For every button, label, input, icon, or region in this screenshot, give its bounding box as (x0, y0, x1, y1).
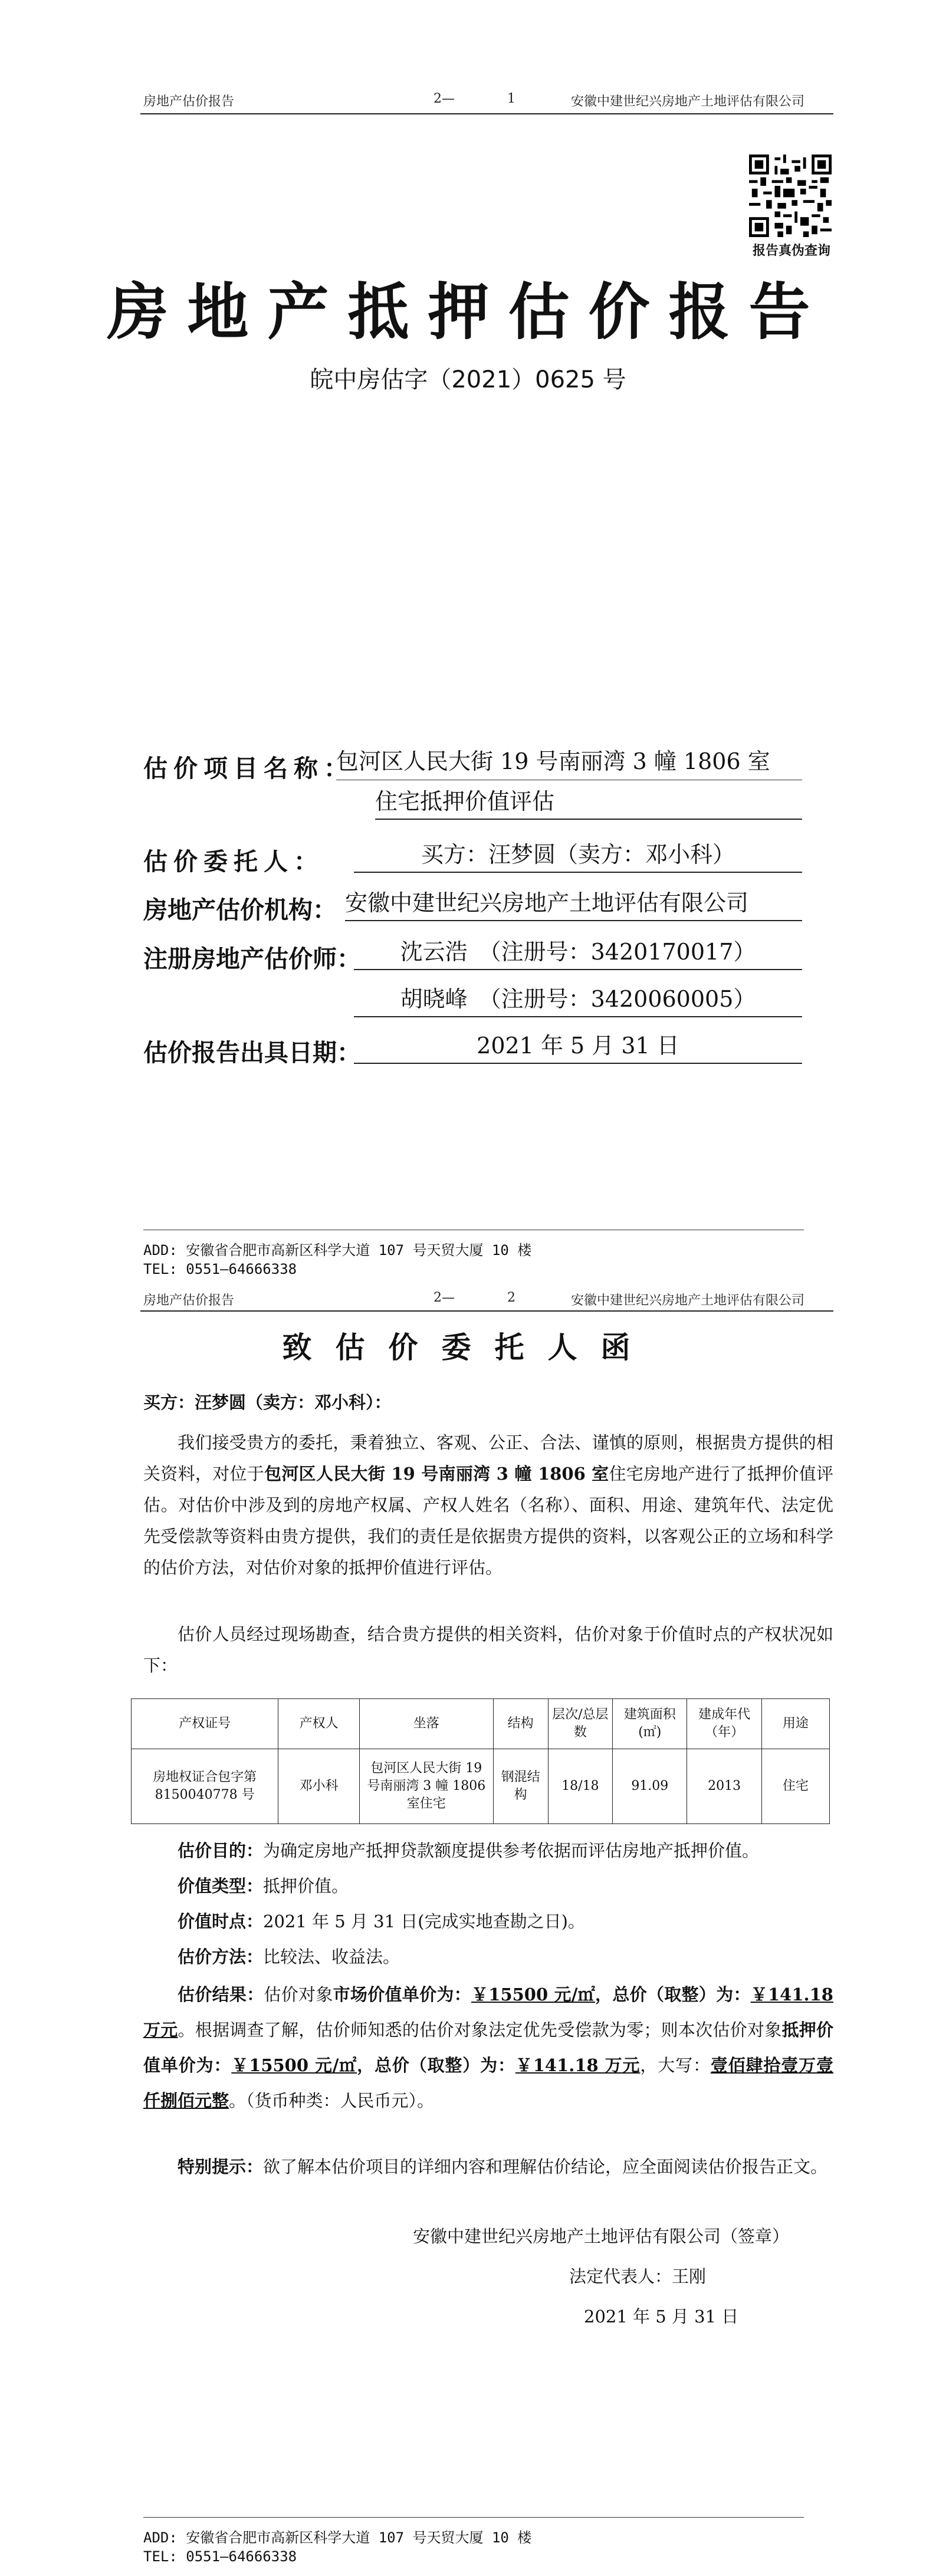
special-note-label: 特别提示： (178, 2157, 264, 2177)
result-text: 。（货币种类：人民币元）。 (229, 2091, 435, 2111)
agency-value: 安徽中建世纪兴房地产土地评估有限公司 (345, 886, 802, 921)
table-header: 坐落 (359, 1699, 493, 1749)
table-cell: 房地权证合包字第 8150040778 号 (132, 1749, 278, 1824)
issue-date-value: 2021 年 5 月 31 日 (354, 1029, 802, 1064)
page2-header-rule (140, 1310, 833, 1312)
value-type-label: 价值类型： (178, 1876, 264, 1896)
intro-paragraph (143, 1427, 833, 1583)
client-value: 买方：汪梦圆（卖方：邓小科） (354, 837, 802, 873)
result-text: 抵押价值单价为： (143, 2020, 833, 2075)
agency-label: 房地产估价机构： (143, 896, 337, 924)
amount-in-words: 壹佰肆拾壹万壹仟捌佰元整 (143, 2055, 833, 2111)
signature-date: 2021 年 5 月 31 日 (584, 2306, 739, 2327)
project-name-label: 估价项目名称： (143, 754, 354, 783)
method-text: 比较法、收益法。 (263, 1947, 400, 1967)
special-note (143, 2151, 833, 2183)
result-paragraph (143, 1977, 833, 2118)
page2-footer-rule (143, 2517, 804, 2518)
report-number: 皖中房估字（2021）0625 号 (310, 366, 626, 393)
page1-header-left: 房地产估价报告 (143, 94, 235, 109)
project-name-line1: 包河区人民大街 19 号南丽湾 3 幢 1806 室 (336, 748, 770, 774)
salutation: 买方：汪梦圆（卖方：邓小科）： (143, 1392, 392, 1412)
table-cell: 2013 (687, 1749, 761, 1824)
table-header: 建成年代（年） (687, 1699, 761, 1749)
table-header-row (132, 1699, 830, 1749)
table-header: 层次/总层数 (548, 1699, 613, 1749)
result-label: 估价结果： (178, 1984, 264, 2005)
project-name-line2: 住宅抵押价值评估 (375, 784, 802, 820)
table-cell: 18/18 (548, 1749, 613, 1824)
table-row (132, 1749, 830, 1824)
special-note-text: 欲了解本估价项目的详细内容和理解估价结论，应全面阅读估价报告正文。 (263, 2157, 828, 2177)
result-text: ，大写： (640, 2055, 711, 2075)
table-header: 用途 (761, 1699, 829, 1749)
qr-code-icon[interactable] (749, 155, 832, 237)
report-title: 房地产抵押估价报告 (107, 276, 829, 348)
appraiser-2: 胡晓峰 （注册号：3420060005） (354, 982, 802, 1017)
page2-footer-tel: TEL: 0551—64666338 (143, 2548, 297, 2565)
letter-title: 致估价委托人函 (282, 1330, 654, 1365)
status-paragraph: 估价人员经过现场勘查，结合贵方提供的相关资料，估价对象于价值时点的产权状况如下： (143, 1624, 833, 1675)
market-unit-price: ￥15500 元/㎡ (471, 1984, 596, 2005)
property-table (131, 1698, 830, 1824)
issue-date-label: 估价报告出具日期： (143, 1039, 361, 1067)
appraiser-label: 注册房地产估价师： (143, 945, 361, 973)
result-text: ，总价（取整）为： (357, 2055, 515, 2075)
purpose-text: 为确定房地产抵押贷款额度提供参考依据而评估房地产抵押价值。 (263, 1841, 760, 1861)
value-type-line (143, 1871, 833, 1902)
company-signature: 安徽中建世纪兴房地产土地评估有限公司（签章） (413, 2226, 790, 2246)
purpose-line (143, 1835, 833, 1867)
page1-footer-tel: TEL: 0551—64666338 (143, 1261, 297, 1277)
result-text: 市场价值单价为： (333, 1984, 471, 2005)
table-cell: 钢混结构 (493, 1749, 548, 1824)
page1-footer-address: ADD: 安徽省合肥市高新区科学大道 107 号天贸大厦 10 楼 (143, 1242, 532, 1259)
page1-header-rule (140, 113, 833, 114)
value-time-label: 价值时点： (178, 1911, 264, 1931)
intro-location: 包河区人民大街 19 号南丽湾 3 幢 1806 室 (264, 1464, 609, 1484)
page1-header-right: 安徽中建世纪兴房地产土地评估有限公司 (571, 94, 805, 109)
legal-representative: 法定代表人：王刚 (569, 2266, 707, 2286)
method-label: 估价方法： (178, 1947, 264, 1967)
client-label: 估价委托人： (143, 847, 324, 876)
purpose-label: 估价目的： (178, 1841, 264, 1861)
page2-footer-address: ADD: 安徽省合肥市高新区科学大道 107 号天贸大厦 10 楼 (143, 2529, 532, 2546)
page2-header-page-prefix: 2— (433, 1290, 455, 1305)
page2-header-left: 房地产估价报告 (143, 1293, 235, 1308)
table-cell: 邓小科 (278, 1749, 360, 1824)
value-time-line (143, 1906, 833, 1937)
table-header: 产权人 (278, 1699, 360, 1749)
page2-header-page-no: 2 (507, 1290, 515, 1305)
intro-text-a: 我们接受贵方的委托，秉着独立、客观、公正、合法、谨慎的原则，根据贵方提供的相关资料，对位于 (143, 1432, 833, 1484)
table-header: 产权证号 (132, 1699, 278, 1749)
result-text: ，总价（取整）为： (595, 1984, 751, 2005)
table-header: 结构 (493, 1699, 548, 1749)
appraiser-1: 沈云浩 （注册号：3420170017） (354, 935, 802, 970)
table-cell: 包河区人民大街 19 号南丽湾 3 幢 1806 室住宅 (359, 1749, 493, 1824)
intro-text-b: 住宅房地产进行了抵押价值评估。对估价中涉及到的房地产权属、产权人姓名（名称）、面积、用途、建筑年代、法定优先受偿款等资料由贵方提供，我们的责任是依据贵方提供的资料，以客观公正的立场和科学的估价方法，对估价对象的抵押价值进行评估。 (143, 1464, 833, 1578)
page2-header-right: 安徽中建世纪兴房地产土地评估有限公司 (571, 1293, 805, 1308)
method-line (143, 1941, 833, 1973)
page1-header-page-prefix: 2— (433, 91, 455, 106)
mortgage-unit-price: ￥15500 元/㎡ (231, 2055, 357, 2075)
table-cell: 91.09 (613, 1749, 687, 1824)
value-type-text: 抵押价值。 (263, 1876, 349, 1896)
value-time-text: 2021 年 5 月 31 日(完成实地查勘之日)。 (263, 1911, 585, 1931)
table-header: 建筑面积(㎡) (613, 1699, 687, 1749)
page1-header-page-no: 1 (507, 91, 515, 106)
table-cell: 住宅 (761, 1749, 829, 1824)
result-text: 。根据调查了解，估价师知悉的估价对象法定优先受偿款为零；则本次估价对象 (178, 2020, 782, 2040)
mortgage-total-price: ￥141.18 万元 (515, 2055, 641, 2075)
qr-caption: 报告真伪查询 (752, 244, 830, 258)
market-total-price: ￥141.18 万元 (143, 1984, 833, 2040)
result-text: 估价对象 (264, 1984, 333, 2005)
